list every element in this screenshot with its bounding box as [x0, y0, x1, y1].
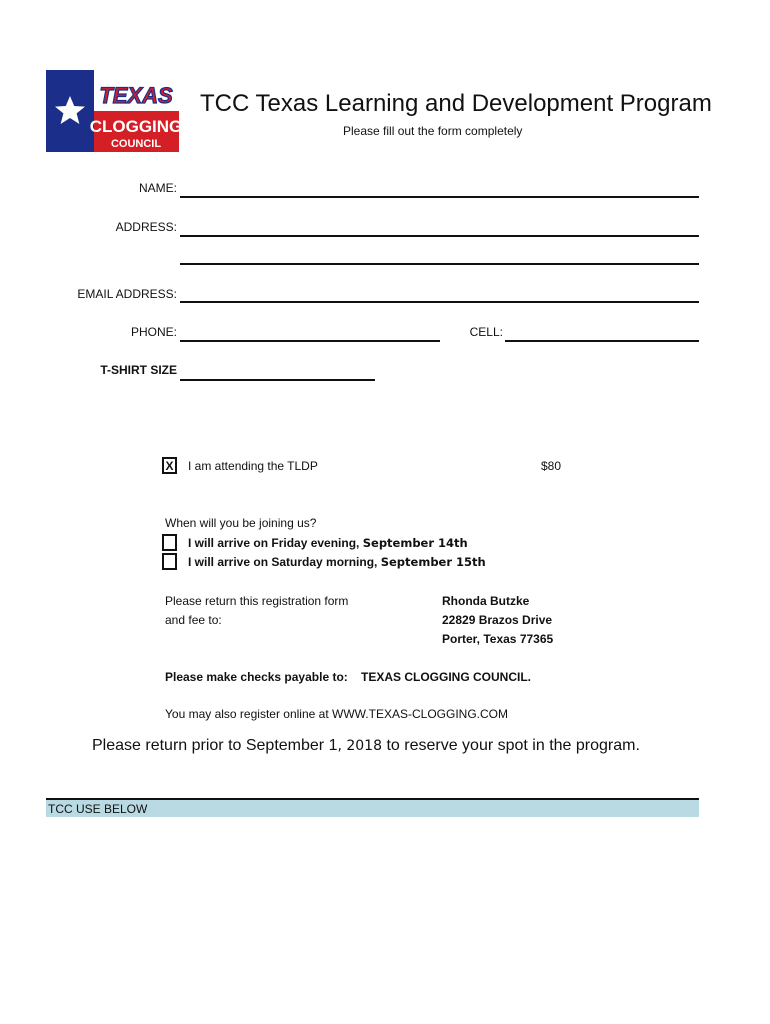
- friday-arrival-date: September 14th: [362, 536, 468, 550]
- recipient-city: Porter, Texas 77365: [442, 632, 554, 646]
- saturday-arrival-option: [188, 555, 486, 569]
- tshirt-size-field[interactable]: [180, 379, 375, 381]
- cell-label: CELL:: [469, 325, 503, 339]
- cell-field[interactable]: [505, 340, 699, 342]
- page-subtitle: Please fill out the form completely: [343, 124, 523, 138]
- name-field[interactable]: [180, 196, 699, 198]
- page-title: TCC Texas Learning and Development Program: [200, 90, 712, 117]
- phone-field[interactable]: [180, 340, 440, 342]
- email-label: EMAIL ADDRESS:: [77, 287, 177, 301]
- svg-text:COUNCIL: COUNCIL: [110, 138, 162, 150]
- deadline-suffix: to reserve your spot in the program.: [386, 737, 640, 754]
- attendance-price: $80: [541, 459, 562, 473]
- friday-arrival-option: [188, 536, 468, 550]
- deadline-year: , 2018: [337, 738, 382, 754]
- tcc-use-label: TCC USE BELOW: [48, 802, 148, 816]
- friday-arrival-checkbox[interactable]: [162, 534, 177, 551]
- saturday-arrival-checkbox[interactable]: [162, 553, 177, 570]
- online-registration-note: You may also register online at WWW.TEXAS-CLOGGING.COM: [165, 707, 508, 721]
- attending-label: I am attending the TLDP: [188, 459, 318, 473]
- recipient-street: 22829 Brazos Drive: [442, 613, 553, 627]
- phone-label: PHONE:: [130, 325, 177, 339]
- checks-payable-label: Please make checks payable to:: [165, 670, 348, 684]
- name-label: NAME:: [138, 181, 177, 195]
- address-label: ADDRESS:: [115, 220, 177, 234]
- tcc-use-section: [46, 798, 699, 817]
- return-instructions-line2: and fee to:: [165, 613, 222, 627]
- friday-arrival-label: I will arrive on Friday evening,: [188, 536, 360, 550]
- address-field-line2[interactable]: [180, 263, 699, 265]
- texas-clogging-council-logo: [46, 70, 179, 152]
- saturday-arrival-date: September 15th: [380, 555, 486, 569]
- svg-text:TEXAS: TEXAS: [99, 83, 173, 108]
- tshirt-size-label: T-SHIRT SIZE: [100, 363, 177, 377]
- attending-checkbox[interactable]: X: [162, 457, 177, 474]
- deadline-prefix: Please return prior to September 1: [92, 737, 338, 754]
- deadline-note: [92, 737, 640, 755]
- checks-payee: TEXAS CLOGGING COUNCIL.: [361, 670, 532, 684]
- email-field[interactable]: [180, 301, 699, 303]
- tcc-logo: [46, 70, 179, 152]
- address-field-line1[interactable]: [180, 235, 699, 237]
- return-instructions-line1: Please return this registration form: [165, 594, 349, 608]
- recipient-name: Rhonda Butzke: [442, 594, 530, 608]
- svg-text:CLOGGING: CLOGGING: [89, 117, 179, 136]
- saturday-arrival-label: I will arrive on Saturday morning,: [188, 555, 378, 569]
- arrival-question: When will you be joining us?: [165, 516, 317, 530]
